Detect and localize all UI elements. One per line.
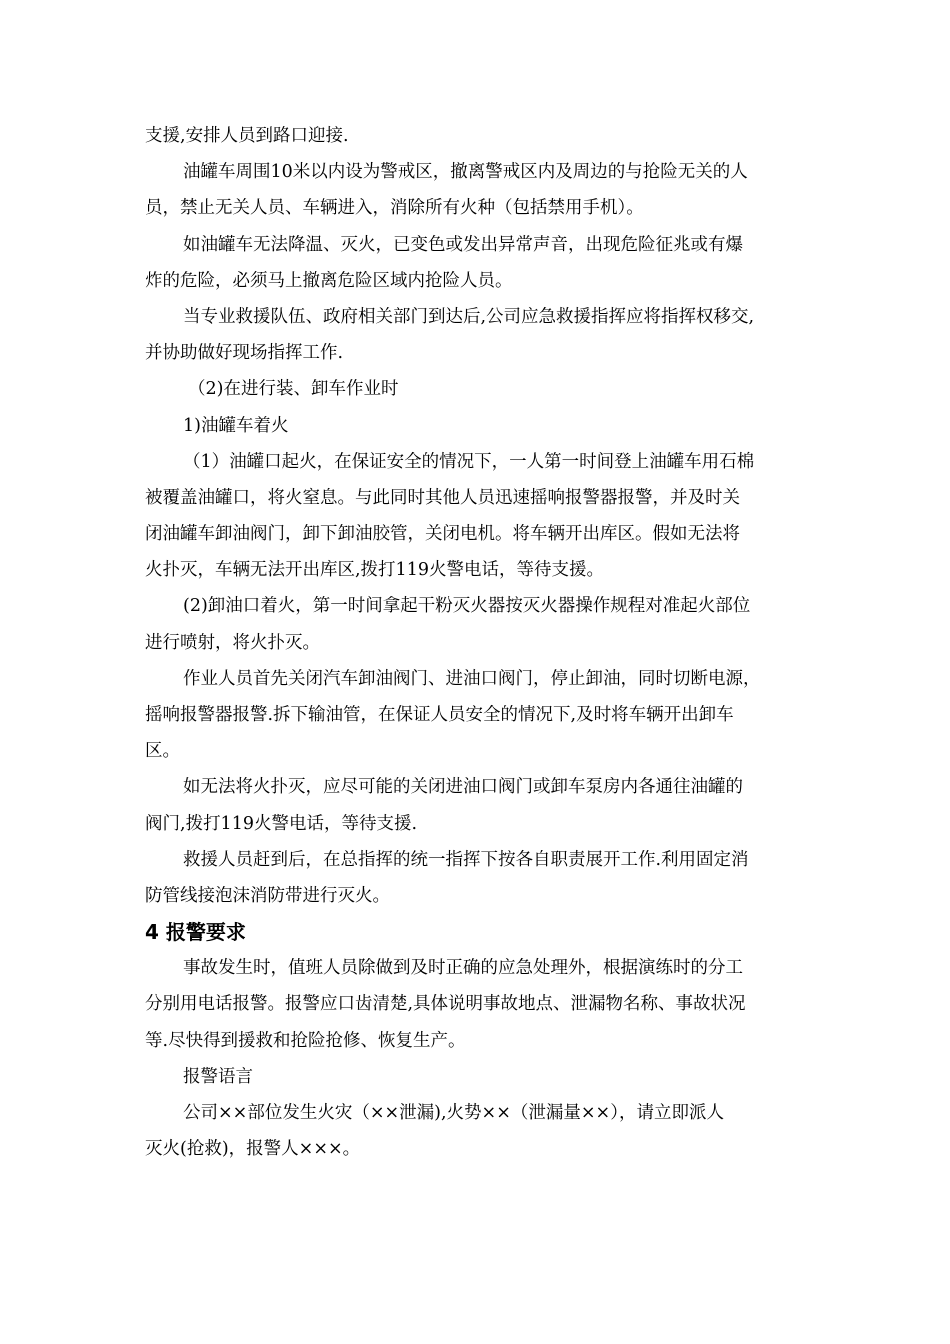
paragraph-line: 等.尽快得到援救和抢险抢修、恢复生产。 bbox=[145, 1030, 466, 1051]
subsection-title: 报警语言 bbox=[183, 1066, 253, 1087]
paragraph-line: 进行喷射，将火扑灭。 bbox=[145, 632, 320, 653]
paragraph-line: 区。 bbox=[145, 741, 180, 762]
paragraph-line: 分别用电话报警。报警应口齿清楚,具体说明事故地点、泄漏物名称、事故状况 bbox=[145, 994, 746, 1015]
section-heading: 4 报警要求 bbox=[145, 920, 246, 945]
paragraph-line: （1）油罐口起火，在保证安全的情况下，一人第一时间登上油罐车用石棉 bbox=[183, 451, 755, 472]
paragraph-line: 作业人员首先关闭汽车卸油阀门、进油口阀门，停止卸油，同时切断电源， bbox=[183, 668, 761, 689]
paragraph-line: 支援,安排人员到路口迎接. bbox=[145, 126, 349, 146]
paragraph-line: 被覆盖油罐口，将火窒息。与此同时其他人员迅速摇响报警器报警，并及时关 bbox=[145, 487, 740, 508]
paragraph-line: 并协助做好现场指挥工作. bbox=[145, 343, 344, 364]
paragraph-line: 事故发生时，值班人员除做到及时正确的应急处理外，根据演练时的分工 bbox=[183, 958, 743, 979]
subsection-title: （2)在进行装、卸车作业时 bbox=[188, 379, 399, 400]
paragraph-line: 公司××部位发生火灾（××泄漏),火势××（泄漏量××），请立即派人 bbox=[183, 1102, 724, 1123]
paragraph-line: 阀门,拨打119火警电话，等待支援. bbox=[145, 813, 418, 834]
subsection-title: 1)油罐车着火 bbox=[183, 415, 289, 436]
paragraph-line: 如无法将火扑灭，应尽可能的关闭进油口阀门或卸车泵房内各通往油罐的 bbox=[183, 777, 743, 798]
paragraph-line: 灭火(抢救)，报警人×××。 bbox=[145, 1139, 361, 1160]
paragraph-line: 闭油罐车卸油阀门，卸下卸油胶管，关闭电机。将车辆开出库区。假如无法将 bbox=[145, 524, 740, 545]
paragraph-line: 炸的危险，必须马上撤离危险区域内抢险人员。 bbox=[145, 270, 513, 291]
document-page bbox=[145, 118, 825, 1167]
paragraph-line: 员，禁止无关人员、车辆进入，消除所有火种（包括禁用手机）。 bbox=[145, 198, 644, 219]
paragraph-line: 油罐车周围10米以内设为警戒区，撤离警戒区内及周边的与抢险无关的人 bbox=[183, 162, 748, 183]
paragraph-line: 防管线接泡沫消防带进行灭火。 bbox=[145, 885, 390, 906]
paragraph-line: (2)卸油口着火，第一时间拿起干粉灭火器按灭火器操作规程对准起火部位 bbox=[183, 596, 751, 617]
paragraph-line: 救援人员赶到后，在总指挥的统一指挥下按各自职责展开工作.利用固定消 bbox=[183, 849, 749, 870]
paragraph-line: 火扑灭，车辆无法开出库区,拨打119火警电话，等待支援。 bbox=[145, 560, 604, 581]
paragraph-line: 摇响报警器报警.拆下输油管，在保证人员安全的情况下,及时将车辆开出卸车 bbox=[145, 705, 734, 725]
paragraph-line: 当专业救援队伍、政府相关部门到达后,公司应急救援指挥应将指挥权移交, bbox=[183, 306, 755, 327]
paragraph-line: 如油罐车无法降温、灭火，已变色或发出异常声音，出现危险征兆或有爆 bbox=[183, 234, 743, 255]
